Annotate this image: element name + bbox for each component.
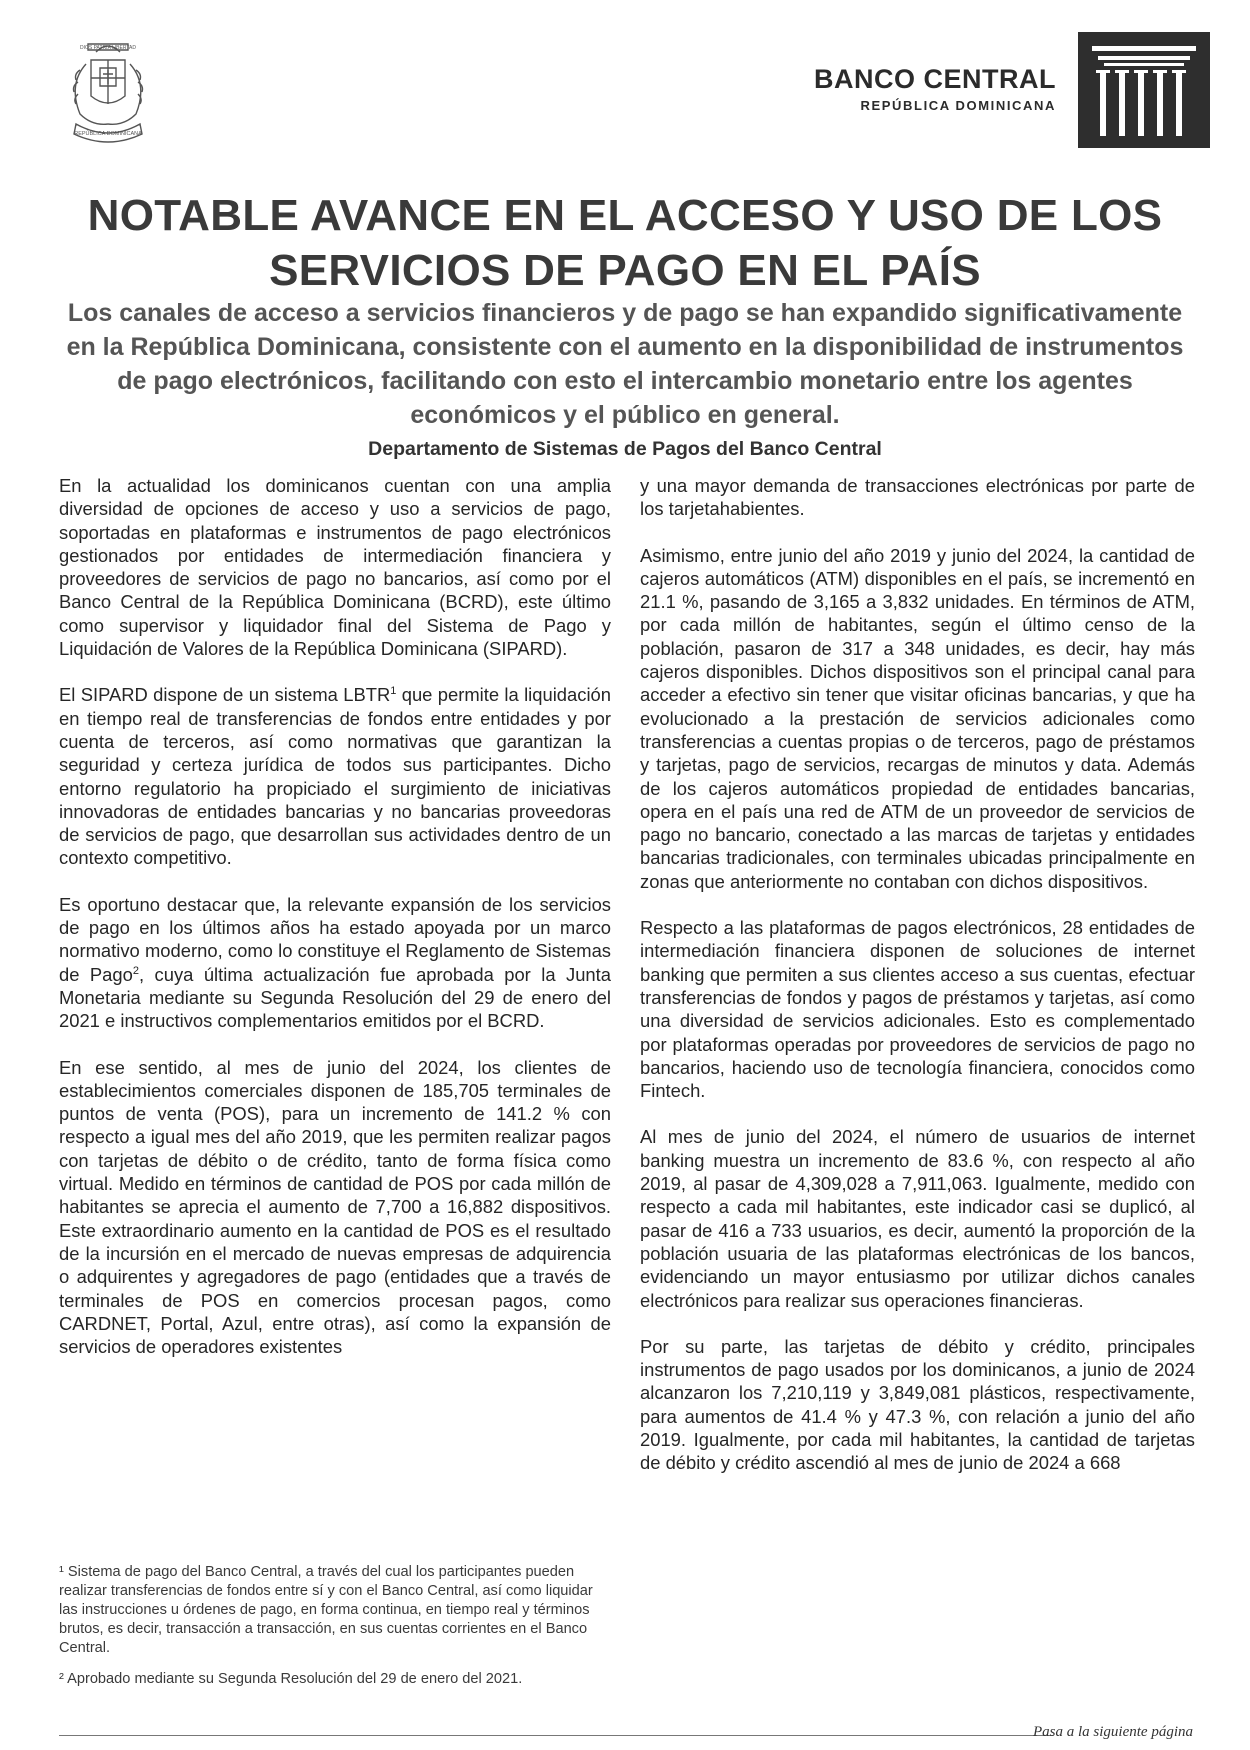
- paragraph-text: El SIPARD dispone de un sistema LBTR: [59, 684, 391, 706]
- footnote-ref-1: 1: [390, 685, 397, 698]
- paragraph: y una mayor demanda de transacciones electrónicas por parte de los tarjetahabientes.: [640, 475, 1195, 520]
- paragraph: Asimismo, entre junio del año 2019 y junio del 2024, la cantidad de cajeros automáticos (ATM) disponibles en el país, se incrementó en 21.1 %, pasando de 3,165 a 3,832 unidades. En términos de ATM, por cada millón de habitantes, según el último censo de la población, pasaron de 317 a 348 unidades, es decir, hay más cajeros disponibles. Dichos dispositivos son el principal canal para acceder a efectivo sin tener que visitar oficinas bancarias, y que ha evolucionado a la prestación de servicios adicionales como transferencias a cuentas propias o de terceros, pago de préstamos y tarjetas, pago de servicios, recargas de minutos y data. Además de los cajeros automáticos propiedad de entidades bancarias, opera en el país una red de ATM de un proveedor de servicios de pago no bancario, conectado a las marcas de tarjetas y entidades bancarias tradicionales, con terminales ubicadas principalmente en zonas que anteriormente no contaban con dichos dispositivos.: [640, 544, 1195, 892]
- seal-banner: REPÚBLICA DOMINICANA: [74, 131, 142, 137]
- lead-paragraph: Los canales de acceso a servicios financieros y de pago se han expandido significativamente en la República Dominicana, consistente con el aumento en la disponibilidad de instrumentos de pago electrónicos, facilitando con esto el intercambio monetario entre los agentes económicos y el público en general.: [66, 299, 1184, 429]
- paragraph: En la actualidad los dominicanos cuentan con una amplia diversidad de opciones de acceso y uso a servicios de pago, soportadas en plataformas e instrumentos de pago electrónicos gestionados por entidades de intermediación financiera y proveedores de servicios de pago no bancarios, así como por el Banco Central de la República Dominicana (BCRD), este último como supervisor y liquidador final del Sistema de Pago y Liquidación de Valores de la República Dominicana (SIPARD).: [59, 475, 611, 660]
- paragraph-text: , cuya última actualización fue aprobada por la Junta Monetaria mediante su Segunda Resolución del 29 de enero del 2021 e instructivos complementarios emitidos por el BCRD.: [59, 963, 611, 1032]
- footer-divider: [59, 1735, 1053, 1736]
- footnote-1: ¹ Sistema de pago del Banco Central, a través del cual los participantes pueden realizar transferencias de fondos entre sí y con el Banco Central, así como liquidar las instrucciones u órdenes de pago, en forma continua, en tiempo real y términos brutos, es decir, transacción a transacción, en sus cuentas corrientes en el Banco Central.: [59, 1564, 593, 1656]
- banco-central-brand: [814, 32, 1210, 148]
- brand-name: BANCO CENTRAL: [814, 64, 1056, 94]
- banco-central-logo-icon: [1078, 32, 1210, 148]
- paragraph: Respecto a las plataformas de pagos electrónicos, 28 entidades de intermediación financiera disponen de soluciones de internet banking que permiten a sus clientes acceso a sus cuentas, efectuar transferencias de fondos y pagos de préstamos y tarjetas, así como una diversidad de servicios adicionales. Esto es complementado por plataformas operadas por proveedores de servicios de pago no bancarios, haciendo uso de tecnología financiera, conocidos como Fintech.: [640, 917, 1195, 1102]
- paragraph: [59, 683, 611, 869]
- right-column: [640, 474, 1195, 1498]
- footnote-2: ² Aprobado mediante su Segunda Resolución del 29 de enero del 2021.: [59, 1671, 523, 1687]
- paragraph-text: Es oportuno destacar que, la relevante expansión de los servicios de pago en los últimos años ha estado apoyada por un marco normativo moderno, como lo constituye el Reglamento de Sistemas de Pago: [59, 893, 611, 985]
- paragraph: [59, 893, 611, 1033]
- department-byline: Departamento de Sistemas de Pagos del Banco Central: [368, 438, 882, 460]
- left-column: [59, 474, 611, 1381]
- paragraph: Al mes de junio del 2024, el número de usuarios de internet banking muestra un incremento de 83.6 %, con respecto al año 2019, al pasar de 4,309,028 a 7,911,063. Igualmente, medido con respecto a cada mil habitantes, este indicador casi se duplicó, al pasar de 416 a 733 usuarios, es decir, aumentó la proporción de la población usuaria de las plataformas electrónicas de los bancos, evidenciando un mayor entusiasmo por utilizar dichos canales electrónicos para realizar sus operaciones financieras.: [640, 1126, 1195, 1311]
- next-page-note: Pasa a la siguiente página: [1033, 1724, 1193, 1740]
- brand-subtitle: REPÚBLICA DOMINICANA: [860, 98, 1056, 113]
- headline: NOTABLE AVANCE EN EL ACCESO Y USO DE LOS SERVICIOS DE PAGO EN EL PAÍS: [87, 191, 1163, 295]
- paragraph: En ese sentido, al mes de junio del 2024, los clientes de establecimientos comerciales disponen de 185,705 terminales de puntos de venta (POS), para un incremento de 141.2 % con respecto a igual mes del año 2019, que les permiten realizar pagos con tarjetas de débito o de crédito, tanto de forma física como virtual. Medido en términos de cantidad de POS por cada millón de habitantes se aprecia el aumento de 7,700 a 16,882 dispositivos. Este extraordinario aumento en la cantidad de POS es el resultado de la incursión en el mercado de nuevas empresas de adquirencia o adquirentes y agregadores de pago (entidades que a través de terminales de POS en comercios procesan pagos, como CARDNET, Portal, Azul, entre otras), así como la expansión de servicios de operadores existentes: [59, 1056, 611, 1358]
- coat-of-arms-icon: [58, 34, 158, 146]
- footnote-ref-2: 2: [132, 964, 139, 977]
- footnotes: [59, 1563, 611, 1701]
- seal-motto: DIOS PATRIA LIBERTAD: [79, 45, 137, 51]
- paragraph-text: que permite la liquidación en tiempo real de transferencias de fondos entre entidades y por cuenta de terceros, así como normativas que garantizan la seguridad y certeza jurídica de todos sus participantes. Dicho entorno regulatorio ha propiciado el surgimiento de iniciativas innovadoras de entidades bancarias y no bancarias proveedoras de servicios de pago, que desarrollan sus actividades dentro de un contexto competitivo.: [59, 684, 611, 869]
- paragraph: Por su parte, las tarjetas de débito y crédito, principales instrumentos de pago usados por los dominicanos, a junio de 2024 alcanzaron los 7,210,119 y 3,849,081 plásticos, respectivamente, para aumentos de 41.4 % y 47.3 %, con relación a junio del año 2019. Igualmente, por cada mil habitantes, la cantidad de tarjetas de débito y crédito ascendió al mes de junio de 2024 a 668: [640, 1335, 1195, 1474]
